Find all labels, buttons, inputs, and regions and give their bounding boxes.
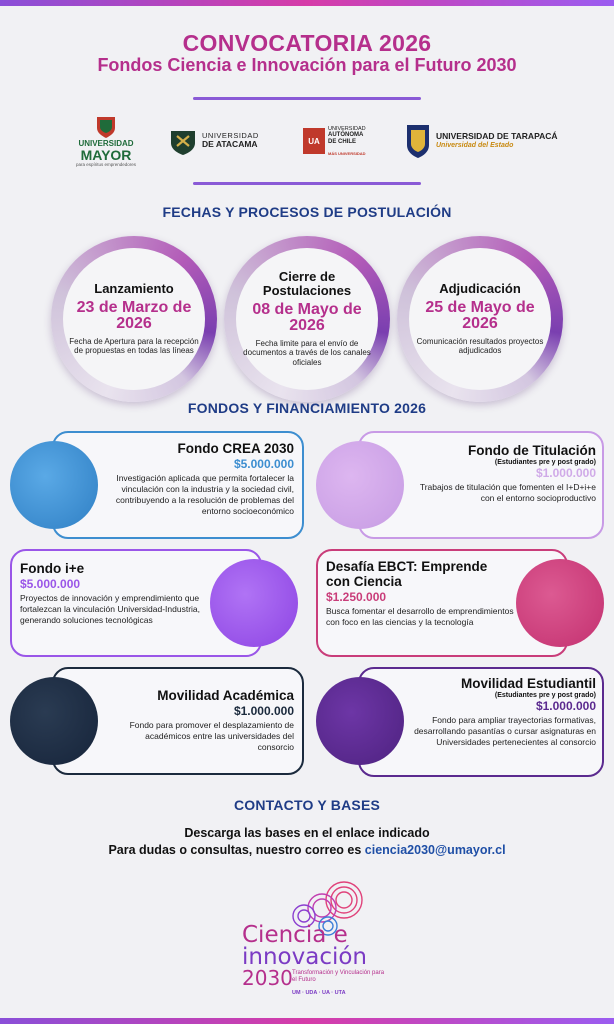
mayor-line2: MAYOR: [80, 147, 132, 163]
academica-desc: Fondo para promover el desplazamiento de académicos entre las universidades del consorcio: [129, 720, 294, 753]
brand-line1: Ciencia e: [242, 922, 348, 948]
fecha-title: Lanzamiento: [94, 281, 174, 297]
autonoma-mark-icon: UA: [303, 128, 325, 154]
tarapaca-line1: UNIVERSIDAD DE TARAPACÁ: [436, 131, 558, 142]
fecha-desc: Comunicación resultados proyectos adjudicados: [416, 336, 544, 356]
autonoma-line2: AUTÓNOMA: [328, 131, 364, 138]
fecha-date: 23 de Marzo de 2026: [76, 298, 192, 332]
crea-title: Fondo CREA 2030: [177, 441, 294, 456]
titulacion-amount: $1.000.000: [535, 465, 596, 480]
atacama-line2: DE ATACAMA: [202, 139, 258, 150]
autonoma-line1: UNIVERSIDAD: [328, 125, 366, 132]
crea-circle: [10, 441, 98, 529]
atacama-line1: UNIVERSIDAD: [202, 130, 259, 140]
fecha-cierre: [224, 236, 390, 402]
ie-title: Fondo i+e: [20, 561, 85, 576]
autonoma-tagline: MÁS UNIVERSIDAD: [328, 150, 366, 156]
logo-universidad-mayor: [66, 108, 146, 174]
mayor-shield-icon: [95, 115, 117, 139]
ebct-title: Desafía EBCT: Emprende con Ciencia: [326, 559, 488, 589]
titulacion-circle: [316, 441, 404, 529]
academica-title: Movilidad Académica: [157, 688, 294, 703]
brand-members: UM · UDA · UA · UTA: [292, 990, 346, 996]
crea-desc: Investigación aplicada que permita fortalecer la vinculación con la industria y la sociedad civil, contribuyendo a la resolución de problemas del entorno socioeconómico: [115, 473, 294, 517]
estudiantil-desc: Fondo para ampliar trayectorias formativas, desarrollando pasantías o cursar asignaturas en Universidades pertenecientes al consorcio: [414, 715, 596, 748]
contacto-heading: CONTACTO Y BASES: [233, 797, 381, 813]
fecha-title: Adjudicación: [439, 281, 521, 297]
fondos-heading: FONDOS Y FINANCIAMIENTO 2026: [187, 400, 427, 416]
contacto-email-link[interactable]: ciencia2030@umayor.cl: [364, 843, 506, 857]
contacto-line2-text: Para dudas o consultas, nuestro correo es: [108, 843, 362, 857]
tarapaca-line2: Universidad del Estado: [436, 141, 514, 149]
fecha-desc: Fecha de Apertura para la recepción de propuestas en todas las líneas: [69, 336, 199, 356]
title-divider: [193, 97, 421, 100]
logos-divider: [193, 182, 421, 185]
brand-line3: 2030: [242, 966, 293, 990]
titulacion-desc: Trabajos de titulación que fomenten el I+D+i+e con el entorno socioproductivo: [419, 482, 596, 504]
fecha-lanzamiento: [51, 236, 217, 402]
estudiantil-title: Movilidad Estudiantil: [460, 676, 596, 691]
titulacion-title: Fondo de Titulación: [468, 443, 596, 458]
bottom-accent-bar: [0, 1018, 614, 1024]
brand-tagline: Transformación y Vinculación para el Futuro: [292, 970, 385, 984]
academica-circle: [10, 677, 98, 765]
ie-desc: Proyectos de innovación y emprendimiento que fortalezcan la vinculación Universidad-Industria, generando soluciones tecnológicas: [20, 593, 201, 626]
fecha-date: 25 de Mayo de 2026: [425, 298, 535, 332]
mayor-line1: UNIVERSIDAD: [78, 138, 134, 148]
contacto-line2: [0, 843, 614, 857]
logo-universidad-autonoma: [303, 108, 383, 174]
fecha-title: Cierre de Postulaciones: [262, 269, 352, 299]
page-title: CONVOCATORIA 2026: [182, 30, 432, 56]
ebct-desc: Busca fomentar el desarrollo de emprendimientos con foco en las ciencias y la tecnología: [326, 606, 514, 628]
logo-universidad-tarapaca: [405, 108, 565, 174]
ie-amount: $5.000.000: [20, 576, 81, 591]
estudiantil-circle: [316, 677, 404, 765]
fechas-heading: FECHAS Y PROCESOS DE POSTULACIÓN: [162, 204, 452, 220]
ebct-amount: $1.250.000: [326, 589, 387, 604]
ie-circle: [210, 559, 298, 647]
fecha-desc: Fecha limite para el envío de documentos a través de los canales oficiales: [243, 338, 371, 367]
tarapaca-shield-icon: [405, 123, 431, 159]
university-logos: [0, 108, 614, 174]
atacama-crest-icon: [168, 126, 198, 156]
fecha-adjudicacion: [397, 236, 563, 402]
mayor-tagline: para espíritus emprendedores: [75, 162, 137, 167]
estudiantil-sub: (Estudiantes pre y post grado): [494, 691, 596, 699]
autonoma-line3: DE CHILE: [328, 138, 357, 145]
contacto-line1: Descarga las bases en el enlace indicado: [184, 826, 430, 840]
logo-universidad-atacama: [168, 108, 278, 174]
page-subtitle: Fondos Ciencia e Innovación para el Futuro 2030: [97, 55, 517, 75]
crea-amount: $5.000.000: [233, 456, 294, 471]
top-accent-bar: [0, 0, 614, 6]
ebct-circle: [516, 559, 604, 647]
ciencia-innovacion-brand: [226, 878, 396, 1016]
estudiantil-amount: $1.000.000: [535, 698, 596, 713]
academica-amount: $1.000.000: [233, 703, 294, 718]
titulacion-sub: (Estudiantes pre y post grado): [494, 458, 596, 466]
brand-line2: innovación: [242, 944, 368, 970]
fecha-date: 08 de Mayo de 2026: [252, 300, 362, 334]
